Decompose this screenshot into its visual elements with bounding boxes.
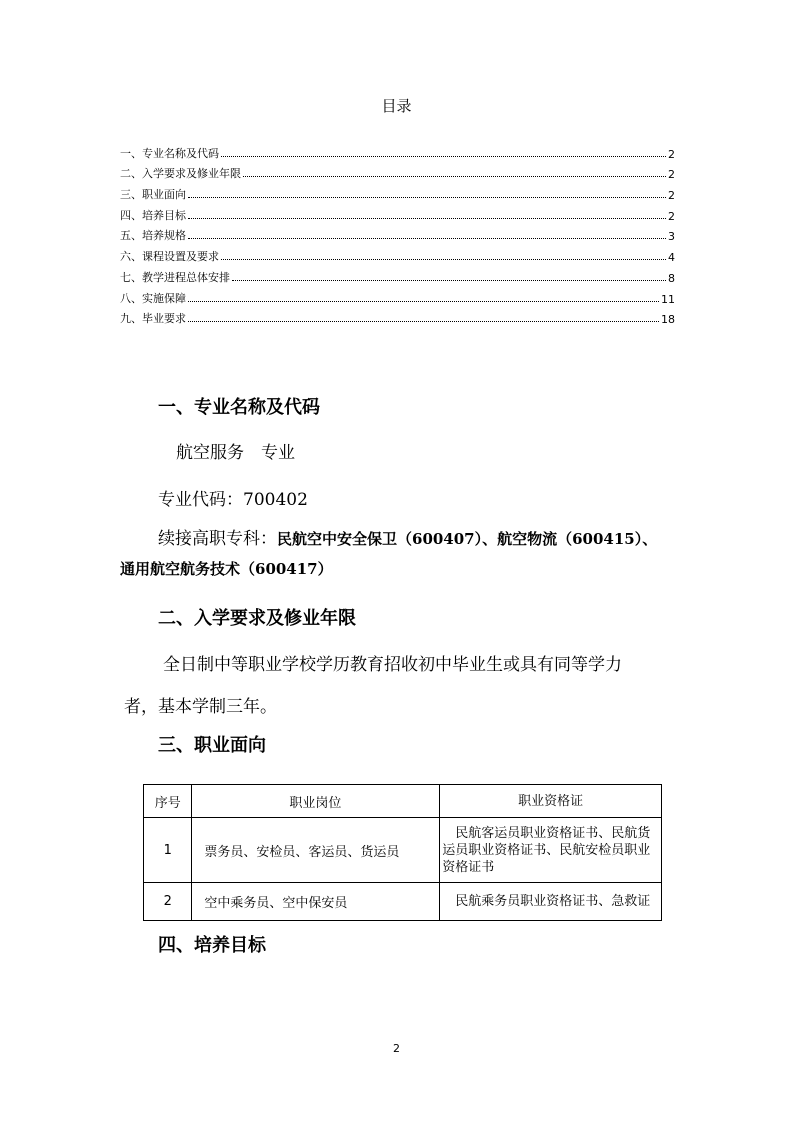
col-header-job: 职业岗位 <box>192 785 440 818</box>
admission-text-2: 者，基本学制三年。 <box>124 697 277 717</box>
continue-line-2: 通用航空航务技术（600417） <box>120 560 333 578</box>
toc-entry[interactable] <box>120 243 675 264</box>
toc-leader <box>243 175 666 177</box>
row-jobs: 票务员、安检员、客运员、货运员 <box>192 818 440 883</box>
col-header-cert: 职业资格证 <box>440 785 662 818</box>
table-of-contents <box>120 140 675 326</box>
major-name: 航空服务 专业 <box>176 443 295 463</box>
toc-entry[interactable] <box>120 223 675 244</box>
page-number: 2 <box>393 1042 400 1055</box>
toc-label: 四、培养目标 <box>120 208 186 222</box>
cert-line: 运员职业资格证书、民航安检员职业 <box>442 842 651 858</box>
toc-page: 2 <box>668 189 675 203</box>
table-row <box>144 883 662 921</box>
row-cert <box>440 883 662 921</box>
cert-line: 民航客运员职业资格证书、民航货 <box>442 825 651 841</box>
toc-page: 2 <box>668 168 675 182</box>
toc-title: 目录 <box>381 97 412 115</box>
admission-text-1: 全日制中等职业学校学历教育招收初中毕业生或具有同等学力 <box>163 655 622 675</box>
row-jobs: 空中乘务员、空中保安员 <box>192 883 440 921</box>
table-row <box>144 818 662 883</box>
toc-page: 3 <box>668 230 675 244</box>
toc-entry[interactable] <box>120 306 675 327</box>
toc-leader <box>188 237 666 239</box>
toc-page: 2 <box>668 147 675 161</box>
toc-leader <box>188 320 659 322</box>
toc-entry[interactable] <box>120 161 675 182</box>
cert-line: 资格证书 <box>442 859 495 875</box>
toc-label: 六、课程设置及要求 <box>120 250 219 264</box>
toc-entry[interactable] <box>120 285 675 306</box>
section-heading-goals: 四、培养目标 <box>158 935 266 956</box>
toc-leader <box>188 196 666 198</box>
toc-page: 4 <box>668 251 675 265</box>
toc-label: 二、入学要求及修业年限 <box>120 167 241 181</box>
toc-leader <box>232 279 666 281</box>
toc-label: 九、毕业要求 <box>120 312 186 326</box>
toc-label: 三、职业面向 <box>120 188 186 202</box>
toc-label: 七、教学进程总体安排 <box>120 270 230 284</box>
row-no: 1 <box>144 818 192 883</box>
section-heading-career: 三、职业面向 <box>158 735 266 756</box>
continue-majors-1: 民航空中安全保卫（600407）、航空物流（600415）、 <box>277 530 658 548</box>
major-code: 专业代码：700402 <box>158 490 308 510</box>
continue-label: 续接高职专科： <box>158 529 277 549</box>
cert-line: 民航乘务员职业资格证书、急救证 <box>442 894 651 909</box>
career-table <box>143 784 662 921</box>
toc-entry[interactable] <box>120 202 675 223</box>
continue-line-1 <box>158 524 657 549</box>
toc-label: 一、专业名称及代码 <box>120 146 219 160</box>
toc-label: 八、实施保障 <box>120 291 186 305</box>
section-heading-admission: 二、入学要求及修业年限 <box>158 608 356 629</box>
toc-entry[interactable] <box>120 140 675 161</box>
toc-leader <box>221 155 666 157</box>
table-header-row <box>144 785 662 818</box>
row-cert <box>440 818 662 883</box>
col-header-no: 序号 <box>144 785 192 818</box>
toc-page: 18 <box>661 313 675 327</box>
toc-leader <box>221 258 666 260</box>
row-no: 2 <box>144 883 192 921</box>
toc-page: 2 <box>668 209 675 223</box>
toc-entry[interactable] <box>120 181 675 202</box>
toc-leader <box>188 300 659 302</box>
toc-label: 五、培养规格 <box>120 229 186 243</box>
section-heading-major: 一、专业名称及代码 <box>158 397 320 418</box>
toc-page: 8 <box>668 271 675 285</box>
toc-page: 11 <box>661 292 675 306</box>
toc-entry[interactable] <box>120 264 675 285</box>
toc-leader <box>188 217 666 219</box>
